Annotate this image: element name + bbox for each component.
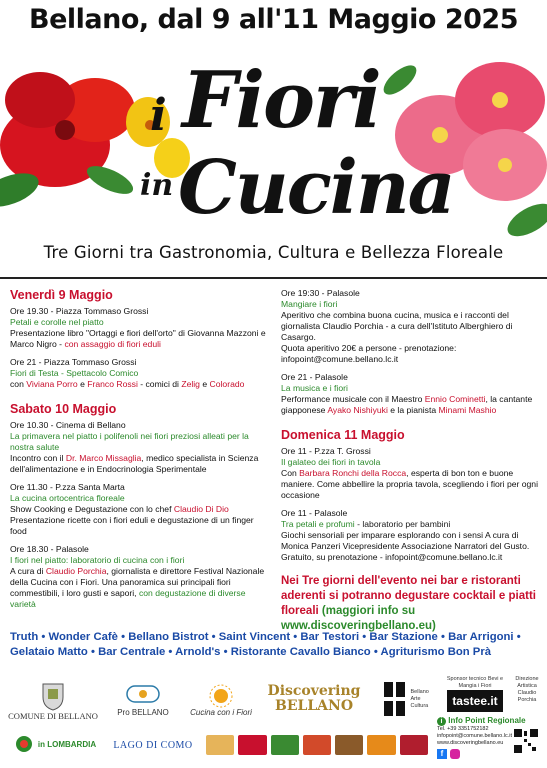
event-item: Ore 11 - P.zza T. Grossi Il galateo dei fiori in tavola Con Barbara Ronchi della Rocca, esperta di bon ton e buone maniere. Come abbellire la propria tavola, scegliendo i fiori per ogni occasione <box>281 446 538 500</box>
venue-name: Agriturismo Bon Prà <box>380 646 492 658</box>
info-icon: i <box>437 717 446 726</box>
program-left-column <box>10 282 272 617</box>
partner-logo <box>238 735 266 755</box>
hero-word-in: in <box>140 168 174 203</box>
program-right-column <box>281 282 543 570</box>
sponsor-label: Sponsor tecnico Bevi e Mangia i Fiori <box>446 676 504 689</box>
hero-word-cucina: Cucina <box>178 145 454 231</box>
venue-separator: • <box>165 646 176 658</box>
partner-logo <box>303 735 331 755</box>
venue-name: Bellano Bistrot <box>128 631 209 643</box>
cucina-fiori-logo: Cucina con i Fiori <box>185 676 257 724</box>
event-date-title: Bellano, dal 9 all'11 Maggio 2025 <box>29 4 518 35</box>
partner-logo <box>367 735 395 755</box>
venue-name: Gelataio Matto <box>10 646 88 658</box>
venue-separator: • <box>513 631 521 643</box>
discovering-bellano-logo: Discovering BELLANO <box>267 683 361 714</box>
hero-word-fiori: Fiori <box>182 55 380 146</box>
venue-name: Saint Vincent <box>218 631 291 643</box>
bac-icon <box>382 680 408 718</box>
event-item: Ore 21 - Piazza Tommaso Grossi Fiori di Testa - Spettacolo Comico con Viviana Porro e Franco Rossi - comici di Zelig e Colorado <box>10 357 245 389</box>
venue-name: Wonder Cafè <box>48 631 118 643</box>
facebook-icon[interactable]: f <box>437 749 447 759</box>
lago-di-como-logo: LAGO DI COMO <box>113 739 193 751</box>
promo-text: Nei Tre giorni dell'evento nei bar e ristoranti aderenti si potranno degustare cocktail e piatti floreali (maggiori info su www.discoveringbellano.eu) <box>281 575 536 632</box>
venue-list <box>10 630 540 660</box>
pro-loco-icon <box>123 680 163 708</box>
venue-separator: • <box>38 631 49 643</box>
event-subtitle: Tre Giorni tra Gastronomia, Cultura e Bellezza Floreale <box>43 243 504 262</box>
hero-word-i: i <box>150 90 167 141</box>
tastee-logo: tastee.it <box>447 690 503 712</box>
venue-name: Bar Stazione <box>369 631 438 643</box>
venue-separator: • <box>220 646 231 658</box>
venue-separator: • <box>370 646 381 658</box>
venue-separator: • <box>208 631 219 643</box>
venue-name: Bar Centrale <box>98 646 166 658</box>
event-item: Ore 19.30 - Piazza Tommaso Grossi Petali e corolle nel piatto Presentazione libro "Ortaggi e fiori dell'orto" di Giovanna Mazzoni e Marco Nigro - con assaggio di fiori eduli <box>10 306 266 349</box>
hero-banner <box>0 40 547 240</box>
partner-logo <box>206 735 234 755</box>
venue-separator: • <box>87 646 99 658</box>
red-hibiscus-icon <box>0 72 135 187</box>
partner-logo <box>400 735 428 755</box>
day-heading-sunday: Domenica 11 Maggio <box>281 428 405 442</box>
instagram-icon[interactable] <box>450 749 460 759</box>
divider <box>0 277 547 279</box>
event-item: Ore 19:30 - Palasole Mangiare i fiori Aperitivo che combina buona cucina, musica e i racconti del giornalista Claudio Porchia - a cura dell'Istituto Alberghiero di Casargo. Quota aperitivo 20€ a persone - prenotazione: infopoint@comune.bellano.lc.it <box>281 288 513 364</box>
venue-name: Bar Testori <box>300 631 360 643</box>
venue-separator: • <box>359 631 370 643</box>
venue-separator: • <box>437 631 449 643</box>
qr-code-icon[interactable] <box>513 728 539 754</box>
partner-logos <box>206 735 428 757</box>
event-item: Ore 11.30 - P.zza Santa Marta La cucina ortocentrica floreale Show Cooking e Degustazione con lo chef Claudio Di Dio Presentazione ricette con i fiori eduli e degustazione di un finger food <box>10 482 254 536</box>
venue-name: Ristorante Cavallo Bianco <box>230 646 371 658</box>
partner-logo <box>335 735 363 755</box>
pro-loco-logo: Pro BELLANO <box>112 673 174 723</box>
venue-separator: • <box>117 631 129 643</box>
partner-logo <box>271 735 299 755</box>
lombardia-star-icon <box>14 734 34 754</box>
venue-separator: • <box>290 631 301 643</box>
coat-of-arms-icon <box>40 681 66 711</box>
comune-logo: COMUNE DI BELLANO <box>8 676 98 726</box>
sun-flower-icon <box>206 684 236 708</box>
venue-name: Bar Arrigoni <box>448 631 514 643</box>
bac-logo: Bellano Arte Cultura <box>380 678 432 720</box>
info-point: i Info Point Regionale Tel. +39 3351752182 infopoint@comune.bellano.lc.it www.discoveringbellano.eu f <box>437 716 547 759</box>
venue-name: Truth <box>10 631 39 643</box>
event-item: Ore 18.30 - Palasole I fiori nel piatto: laboratorio di cucina con i fiori A cura di Claudio Porchia, giornalista e direttore Festival Nazionale della Cucina con i Fiori. Una panoramica sui principali fiori commestibili, i loro gusti e sapori, con degustazione di diverse varietà <box>10 544 265 609</box>
venue-name: Arnold's <box>175 646 221 658</box>
artistic-direction-credits: Direzione Artistica Claudio Porchia <box>515 676 539 703</box>
day-heading-saturday: Sabato 10 Maggio <box>10 402 117 416</box>
event-item: Ore 21 - Palasole La musica e i fiori Performance musicale con il Maestro Ennio Cominetti, la cantante giapponese Ayako Nishiyuki e la pianista Minami Mashio <box>281 372 533 415</box>
lombardia-logo: in LOMBARDIA <box>10 732 100 756</box>
day-heading-friday: Venerdì 9 Maggio <box>10 288 113 302</box>
event-item: Ore 11 - Palasole Tra petali e profumi - laboratorio per bambini Giochi sensoriali per imparare esplorando con i sensi A cura di Monica Panzeri Vicepresidente Associazione Narratori del Gusto. Gratuito, su prenotazione - infopoint@comune.bellano.lc.it <box>281 508 530 562</box>
event-item: Ore 10.30 - Cinema di Bellano La primavera nel piatto i polifenoli nei fiori preziosi alleati per la nostra salute Incontro con il Dr. Marco Missaglia, medico specialista in Scienza dell'alimentazione e in Endocrinologia Sperimentale <box>10 420 259 474</box>
